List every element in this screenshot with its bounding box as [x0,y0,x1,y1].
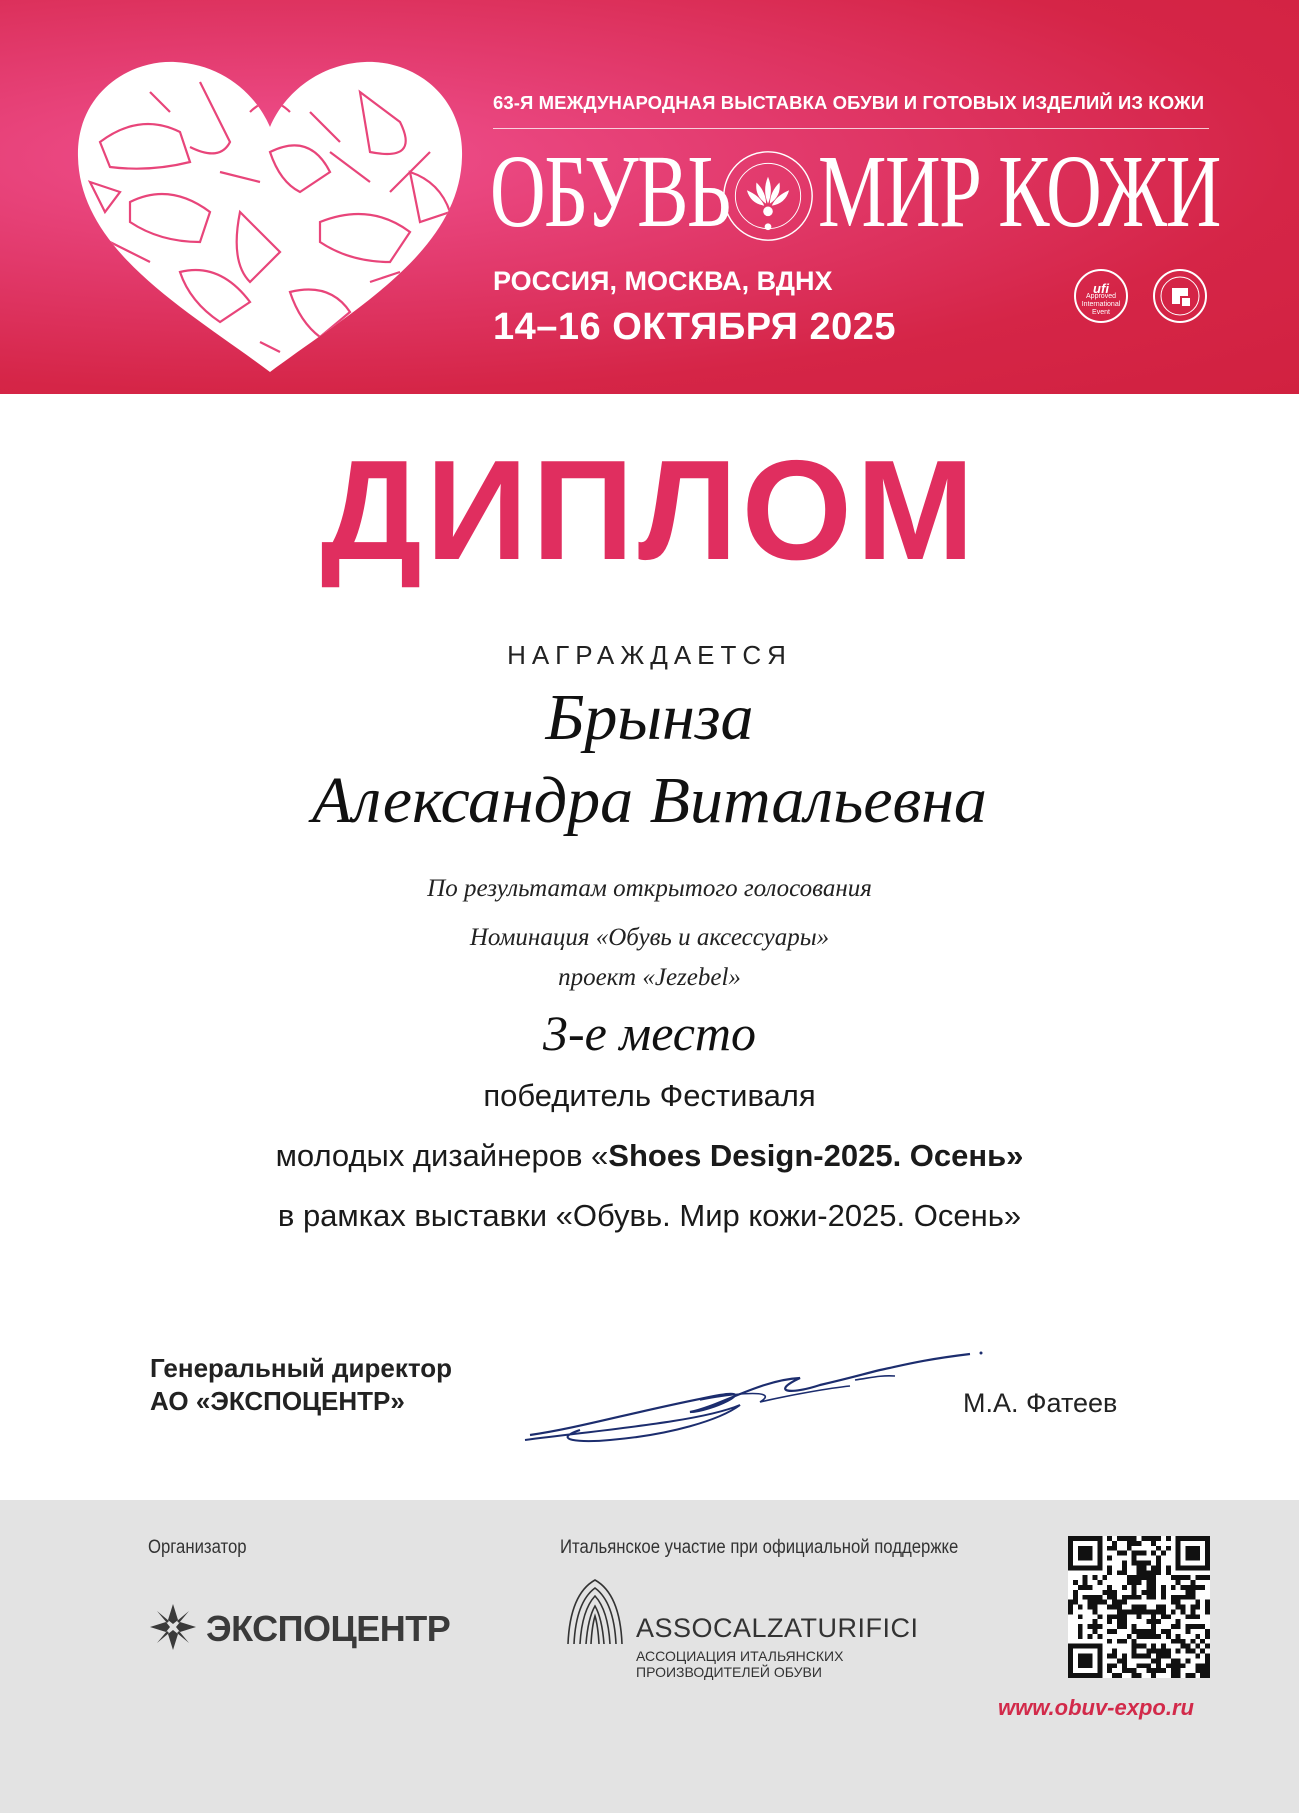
shoes-heart-icon [70,52,470,382]
recipient-given-names: Александра Витальевна [312,764,987,837]
winner-line-2 [0,1138,1299,1174]
diploma-title: ДИПЛОМ [320,431,979,590]
ufi-line2: International [1081,301,1121,308]
assoc-name: ASSOCALZATURIFICI [636,1613,919,1643]
russian-union-badge-icon [1152,268,1208,324]
brand-obuv: ОБУВЬ [490,134,730,249]
ufi-line3: Event [1092,309,1110,316]
assoc-subtitle [636,1648,843,1680]
signatory-name: М.А. Фатеев [963,1388,1118,1418]
winner-line-2-suffix: » [1006,1138,1024,1173]
nomination-text: Номинация «Обувь и аксессуары» [469,924,830,951]
signatory-position [150,1352,452,1418]
website-link[interactable]: www.obuv-expo.ru [998,1695,1194,1720]
assocalzaturifici-logo-icon [560,1574,630,1646]
header-banner [0,0,1299,394]
signature-image [520,1340,990,1450]
expocentre-logo-icon [148,1602,198,1652]
winner-line-2-prefix: молодых дизайнеров « [275,1138,609,1173]
assoc-sub-line1: АССОЦИАЦИЯ ИТАЛЬЯНСКИХ [636,1648,844,1664]
brand-mir-kozhi: МИР КОЖИ [818,134,1220,249]
italian-support-label: Итальянское участие при официальной поддержке [560,1537,959,1558]
divider [493,128,1209,129]
project-text: проект «Jezebel» [558,964,741,991]
ufi-badge-text [1073,281,1129,317]
recipient-surname: Брынза [545,681,754,754]
winner-line-3: в рамках выставки «Обувь. Мир кожи-2025. Осень» [277,1198,1022,1233]
signatory-position-line1: Генеральный директор [150,1353,452,1383]
lotus-emblem-icon [720,148,816,244]
festival-name: Shoes Design-2025. Осень [608,1138,1007,1173]
event-dates: 14–16 ОКТЯБРЯ 2025 [493,306,897,348]
organizer-label: Организатор [148,1537,247,1558]
signatory-position-line2: АО «ЭКСПОЦЕНТР» [150,1386,405,1416]
winner-line-1: победитель Фестиваля [483,1078,816,1113]
assoc-sub-line2: ПРОИЗВОДИТЕЛЕЙ ОБУВИ [636,1664,822,1680]
ufi-line1: Approved [1086,293,1116,300]
exhibition-subtitle: 63-Я МЕЖДУНАРОДНАЯ ВЫСТАВКА ОБУВИ И ГОТОВЫХ ИЗДЕЛИЙ ИЗ КОЖИ [493,92,1205,113]
vote-text: По результатам открытого голосования [427,875,872,902]
ufi-mark: ufi [1093,281,1109,296]
place-text: 3-е место [542,1005,757,1061]
organizer-name: ЭКСПОЦЕНТР [206,1608,451,1649]
qr-code-icon[interactable] [1068,1536,1210,1678]
event-location: РОССИЯ, МОСКВА, ВДНХ [493,266,833,296]
awarded-label: НАГРАЖДАЕТСЯ [507,640,792,670]
